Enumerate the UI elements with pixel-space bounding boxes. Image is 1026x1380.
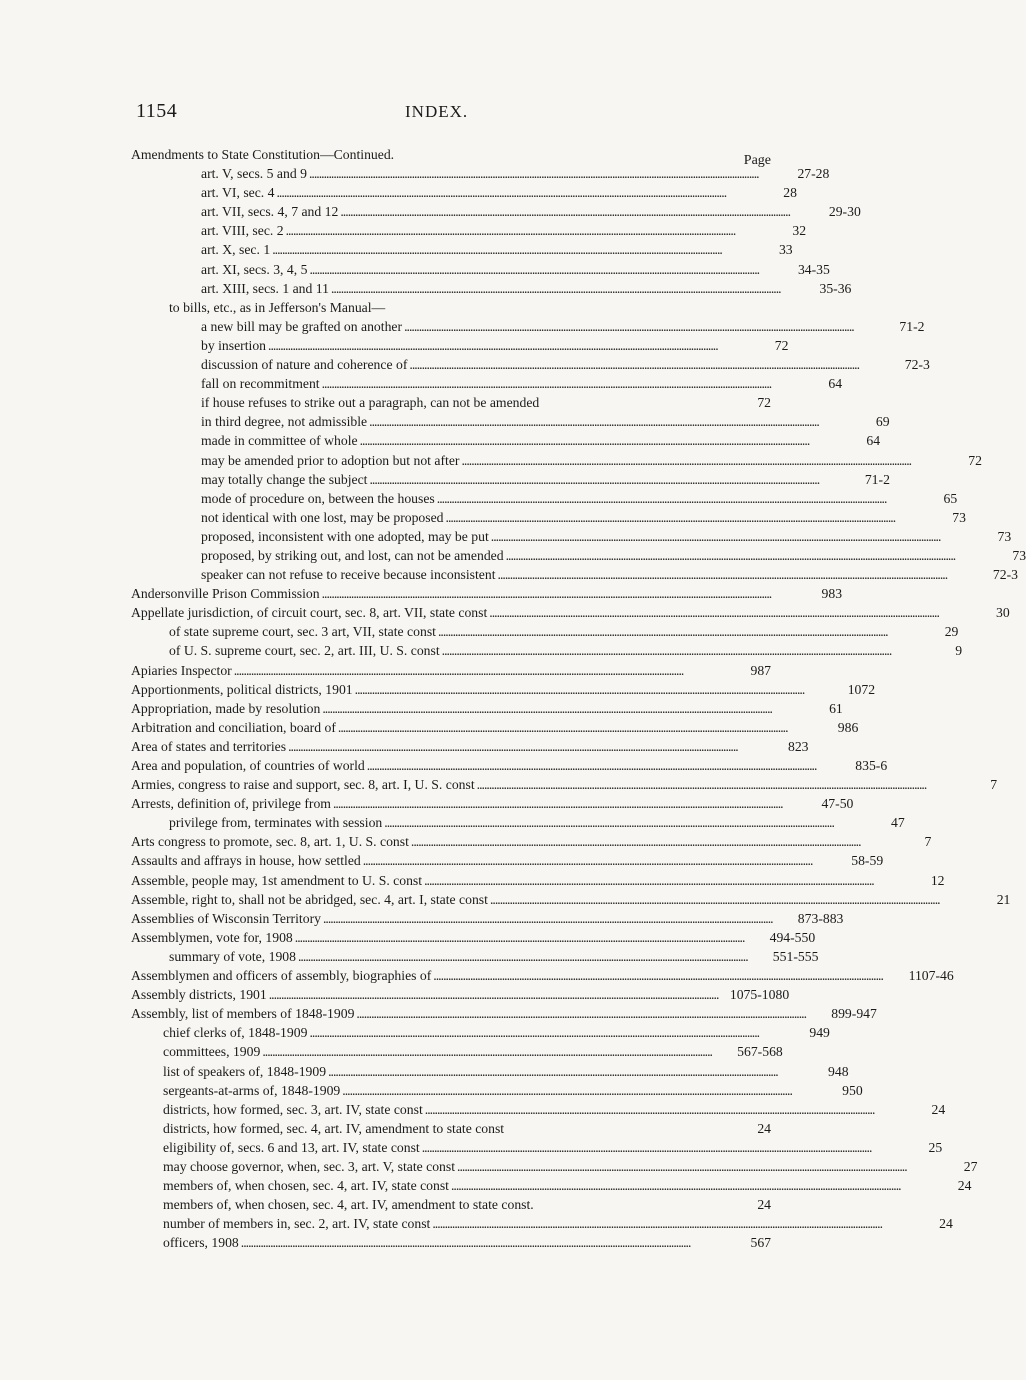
- index-entry: [131, 794, 854, 813]
- index-entry: [131, 355, 930, 374]
- entry-page: 28: [783, 185, 797, 201]
- dot-leader: [322, 699, 770, 718]
- index-entry: [131, 1138, 943, 1157]
- dot-leader: [404, 317, 852, 336]
- dot-leader: [422, 1138, 870, 1157]
- entry-page: 494-550: [769, 929, 816, 945]
- index-entry: [131, 546, 1026, 565]
- index-entry: [131, 374, 843, 393]
- dot-leader: [286, 221, 734, 240]
- index-entry: [131, 756, 888, 775]
- entry-text: Apiaries Inspector: [131, 662, 232, 678]
- index-entry: [131, 1081, 863, 1100]
- index-entry: [131, 718, 859, 737]
- entry-text: Assemble, people may, 1st amendment to U. S. const: [131, 872, 423, 888]
- entry-page: 69: [875, 414, 890, 430]
- dot-leader: [272, 240, 720, 259]
- dot-leader: [438, 622, 886, 641]
- dot-leader: [355, 680, 803, 699]
- index-entry: [131, 1119, 771, 1138]
- index-entry: [131, 527, 1012, 546]
- entry-text: districts, how formed, sec. 4, art. IV, amendment to state const: [163, 1120, 505, 1136]
- entry-text: art. V, secs. 5 and 9: [201, 166, 307, 182]
- entry-text: committees, 1909: [163, 1044, 261, 1060]
- entry-page: 29-30: [828, 204, 861, 220]
- index-entry: [131, 298, 771, 317]
- index-entry: [131, 890, 1011, 909]
- index-entry: [131, 1062, 849, 1081]
- entry-text: proposed, inconsistent with one adopted, may be put: [201, 528, 489, 544]
- dot-leader: [424, 871, 872, 890]
- entry-page: 950: [842, 1082, 863, 1098]
- entry-page: 567-568: [737, 1044, 783, 1060]
- index-entry: [131, 1023, 830, 1042]
- entry-page: 949: [809, 1025, 830, 1041]
- index-entry: [131, 966, 954, 985]
- entry-text: sergeants-at-arms of, 1848-1909: [163, 1082, 341, 1098]
- index-entry: [131, 1100, 946, 1119]
- entry-text: Appropriation, made by resolution: [131, 700, 321, 716]
- entry-text: Assemblies of Wisconsin Territory: [131, 910, 321, 926]
- index-entry: [131, 680, 876, 699]
- entry-text: by insertion: [201, 337, 267, 353]
- index-entry: [131, 947, 819, 966]
- dot-leader: [489, 603, 937, 622]
- entry-text: list of speakers of, 1848-1909: [163, 1063, 327, 1079]
- entry-text: Arrests, definition of, privilege from: [131, 796, 331, 812]
- entry-text: not identical with one lost, may be proposed: [201, 509, 444, 525]
- dot-leader: [369, 412, 817, 431]
- entry-page: 823: [787, 738, 809, 754]
- entry-page: 27-28: [797, 166, 830, 182]
- dot-leader: [425, 1100, 873, 1119]
- index-heading-row: [131, 145, 771, 168]
- index-entry: [131, 279, 852, 298]
- entry-text: Assembly districts, 1901: [131, 987, 267, 1003]
- entry-page: 64: [828, 376, 843, 392]
- entry-page: 24: [939, 1216, 953, 1232]
- entry-page: 65: [943, 490, 958, 506]
- index-entry: [131, 928, 816, 947]
- entry-page: 24: [757, 1120, 771, 1136]
- entry-text: Appellate jurisdiction, of circuit court, sec. 8, art. VII, state const: [131, 605, 488, 621]
- entry-page: 58-59: [851, 853, 884, 869]
- entry-text: may choose governor, when, sec. 3, art. V, state const: [163, 1158, 456, 1174]
- dot-leader: [340, 202, 788, 221]
- index-entry: [131, 508, 966, 527]
- dot-leader: [363, 851, 811, 870]
- page-title: INDEX.: [405, 102, 469, 121]
- dot-leader: [433, 966, 881, 985]
- entry-page: 71-2: [864, 471, 890, 487]
- dot-leader: [276, 183, 724, 202]
- dot-leader: [269, 985, 717, 1004]
- dot-leader: [451, 1176, 899, 1195]
- entry-page: 567: [750, 1235, 771, 1251]
- dot-leader: [322, 584, 770, 603]
- index-entry: [131, 431, 881, 450]
- entry-text: in third degree, not admissible: [201, 414, 368, 430]
- index-entry: [131, 622, 959, 641]
- entry-page: 27: [963, 1158, 978, 1174]
- dot-leader: [432, 1214, 880, 1233]
- entry-page: 73: [997, 528, 1012, 544]
- entry-page: 25: [928, 1139, 943, 1155]
- entry-text: art. XIII, secs. 1 and 11: [201, 280, 329, 296]
- entry-text: summary of vote, 1908: [169, 948, 296, 964]
- page-number: 1154: [136, 100, 178, 122]
- entry-page: 7: [990, 777, 998, 793]
- entry-page: 30: [996, 605, 1010, 621]
- entry-page: 21: [996, 891, 1011, 907]
- entry-text: mode of procedure on, between the houses: [201, 490, 435, 506]
- index-entry: [131, 202, 861, 221]
- entry-page: 72-3: [992, 567, 1018, 583]
- entry-page: 72: [968, 452, 982, 468]
- index-entry: [131, 317, 925, 336]
- dot-leader: [234, 661, 699, 680]
- entry-text: Assemblymen and officers of assembly, biographies of: [131, 968, 432, 984]
- dot-leader: [409, 355, 857, 374]
- entry-text: art. VI, sec. 4: [201, 185, 275, 201]
- entry-text: members of, when chosen, sec. 4, art. IV, state const: [163, 1178, 449, 1194]
- dot-leader: [491, 527, 939, 546]
- dot-leader: [309, 1023, 757, 1042]
- entry-text: art. VIII, sec. 2: [201, 223, 284, 239]
- entry-text: chief clerks of, 1848-1909: [163, 1025, 308, 1041]
- entry-page: 1075-1080: [729, 987, 790, 1003]
- index-entry: [131, 1042, 783, 1061]
- dot-leader: [342, 1081, 790, 1100]
- entry-page: 948: [828, 1063, 849, 1079]
- dot-leader: [369, 470, 817, 489]
- index-entry: [131, 985, 790, 1004]
- entry-page: 899-947: [831, 1006, 877, 1022]
- entry-text: speaker can not refuse to receive because inconsistent: [201, 567, 496, 583]
- entry-text: proposed, by striking out, and lost, can not be amended: [201, 547, 504, 563]
- entry-page: 12: [930, 872, 945, 888]
- entry-page: 1072: [847, 681, 876, 697]
- dot-leader: [309, 164, 757, 183]
- entry-page: 72: [757, 395, 771, 411]
- index-entry: [131, 832, 932, 851]
- index-entry: [131, 813, 905, 832]
- index-entry: [131, 221, 807, 240]
- index-entry: [131, 871, 945, 890]
- entry-page: 72: [774, 337, 789, 353]
- index-entry: [131, 737, 809, 756]
- entry-page: 29: [944, 624, 959, 640]
- entry-text: may be amended prior to adoption but not after: [201, 452, 460, 468]
- index-entry: [131, 1176, 972, 1195]
- dot-leader: [331, 279, 779, 298]
- dot-leader: [338, 718, 786, 737]
- entry-text: of state supreme court, sec. 3 art, VII, state const: [169, 624, 436, 640]
- entry-page: 1107-46: [908, 968, 954, 984]
- entry-text: Armies, congress to raise and support, sec. 8, art. I, U. S. const: [131, 777, 475, 793]
- dot-leader: [411, 832, 859, 851]
- index-entry: [131, 775, 998, 794]
- entry-page: 72-3: [904, 357, 930, 373]
- index-entry: [131, 412, 890, 431]
- dot-leader: [288, 737, 736, 756]
- entry-text: art. VII, secs. 4, 7 and 12: [201, 204, 339, 220]
- index-entry: [131, 699, 843, 718]
- dot-leader: [360, 431, 808, 450]
- entry-text: members of, when chosen, sec. 4, art. IV, amendment to state const.: [163, 1197, 534, 1213]
- entry-page: 551-555: [772, 948, 819, 964]
- entry-text: officers, 1908: [163, 1235, 239, 1251]
- entry-text: Amendments to State Constitution—Continued.: [131, 147, 395, 162]
- entry-text: Arts congress to promote, sec. 8, art. 1, U. S. const: [131, 834, 409, 850]
- entry-text: number of members in, sec. 2, art. IV, state const: [163, 1216, 431, 1232]
- index-entry: [131, 851, 884, 870]
- entry-text: of U. S. supreme court, sec. 2, art. III, U. S. const: [169, 643, 440, 659]
- dot-leader: [356, 1004, 804, 1023]
- dot-leader: [322, 374, 770, 393]
- dot-leader: [446, 508, 894, 527]
- entry-text: Andersonville Prison Commission: [131, 586, 320, 602]
- entry-text: districts, how formed, sec. 3, art. IV, state const: [163, 1101, 423, 1117]
- index-entry: [131, 183, 797, 202]
- entry-text: Area of states and territories: [131, 738, 287, 754]
- index-entry: [131, 260, 830, 279]
- index-entry: [131, 393, 771, 412]
- entry-text: eligibility of, secs. 6 and 13, art. IV, state const: [163, 1139, 420, 1155]
- entry-text: art. X, sec. 1: [201, 242, 271, 258]
- entry-text: art. XI, secs. 3, 4, 5: [201, 261, 308, 277]
- dot-leader: [328, 1062, 776, 1081]
- index-entry: [131, 1157, 978, 1176]
- entry-text: if house refuses to strike out a paragraph, can not be amended: [201, 395, 540, 411]
- entry-page: 983: [821, 586, 843, 602]
- dot-leader: [442, 641, 890, 660]
- index-entry: [131, 451, 982, 470]
- entry-page: 71-2: [899, 318, 925, 334]
- index-list: [131, 145, 1026, 1252]
- entry-text: to bills, etc., as in Jefferson's Manual—: [169, 299, 386, 315]
- entry-page: 47-50: [821, 796, 854, 812]
- entry-page: 73: [952, 509, 966, 525]
- entry-text: Assemble, right to, shall not be abridged, sec. 4, art. I, state const: [131, 891, 488, 907]
- index-entry: [131, 641, 963, 660]
- entry-page: 61: [829, 700, 843, 716]
- dot-leader: [367, 756, 815, 775]
- entry-page: 835-6: [855, 758, 888, 773]
- dot-leader: [309, 260, 757, 279]
- entry-page: 9: [955, 643, 963, 659]
- dot-leader: [323, 909, 771, 928]
- dot-leader: [268, 336, 716, 355]
- entry-text: Assemblymen, vote for, 1908: [131, 929, 293, 945]
- entry-text: Area and population, of countries of world: [131, 758, 365, 773]
- page-column-header: Page: [743, 153, 771, 168]
- entry-text: Arbitration and conciliation, board of: [131, 719, 336, 735]
- index-entry: [131, 909, 844, 928]
- dot-leader: [477, 775, 925, 794]
- dot-leader: [498, 565, 946, 584]
- dot-leader: [262, 1042, 710, 1061]
- entry-text: a new bill may be grafted on another: [201, 318, 403, 334]
- index-entry: [131, 1233, 771, 1252]
- index-entry: [131, 489, 958, 508]
- entry-text: made in committee of whole: [201, 433, 358, 449]
- dot-leader: [506, 546, 954, 565]
- entry-page: 33: [778, 242, 793, 258]
- index-entry: [131, 470, 890, 489]
- dot-leader: [333, 794, 781, 813]
- entry-page: 64: [866, 433, 881, 449]
- index-entry: [131, 164, 830, 183]
- dot-leader: [457, 1157, 905, 1176]
- entry-page: 32: [792, 223, 807, 239]
- entry-page: 24: [957, 1178, 972, 1194]
- entry-page: 7: [924, 834, 932, 850]
- entry-text: privilege from, terminates with session: [169, 815, 383, 831]
- entry-page: 47: [891, 815, 905, 831]
- entry-page: 73: [1012, 547, 1026, 563]
- index-entry: [131, 603, 1010, 622]
- dot-leader: [384, 813, 832, 832]
- index-entry: [131, 1195, 771, 1214]
- entry-text: Assembly, list of members of 1848-1909: [131, 1006, 355, 1022]
- entry-page: 987: [750, 662, 771, 678]
- dot-leader: [295, 928, 743, 947]
- index-entry: [131, 336, 789, 355]
- entry-text: discussion of nature and coherence of: [201, 357, 408, 373]
- entry-text: may totally change the subject: [201, 471, 368, 487]
- dot-leader: [490, 890, 938, 909]
- index-entry: [131, 1004, 877, 1023]
- dot-leader: [241, 1233, 699, 1252]
- entry-page: 986: [837, 719, 859, 735]
- dot-leader: [437, 489, 885, 508]
- dot-leader: [461, 451, 909, 470]
- entry-text: Assaults and affrays in house, how settled: [131, 853, 361, 869]
- index-entry: [131, 584, 843, 603]
- entry-page: 35-36: [819, 280, 852, 296]
- dot-leader: [298, 947, 746, 966]
- index-entry: [131, 240, 793, 259]
- index-entry: [131, 565, 1018, 584]
- entry-page: 873-883: [797, 910, 844, 926]
- entry-page: 34-35: [797, 261, 830, 277]
- index-entry: [131, 1214, 953, 1233]
- entry-page: 24: [931, 1101, 946, 1117]
- entry-text: fall on recommitment: [201, 376, 320, 392]
- entry-page: 24: [757, 1197, 771, 1213]
- index-entry: [131, 661, 771, 680]
- entry-text: Apportionments, political districts, 1901: [131, 681, 353, 697]
